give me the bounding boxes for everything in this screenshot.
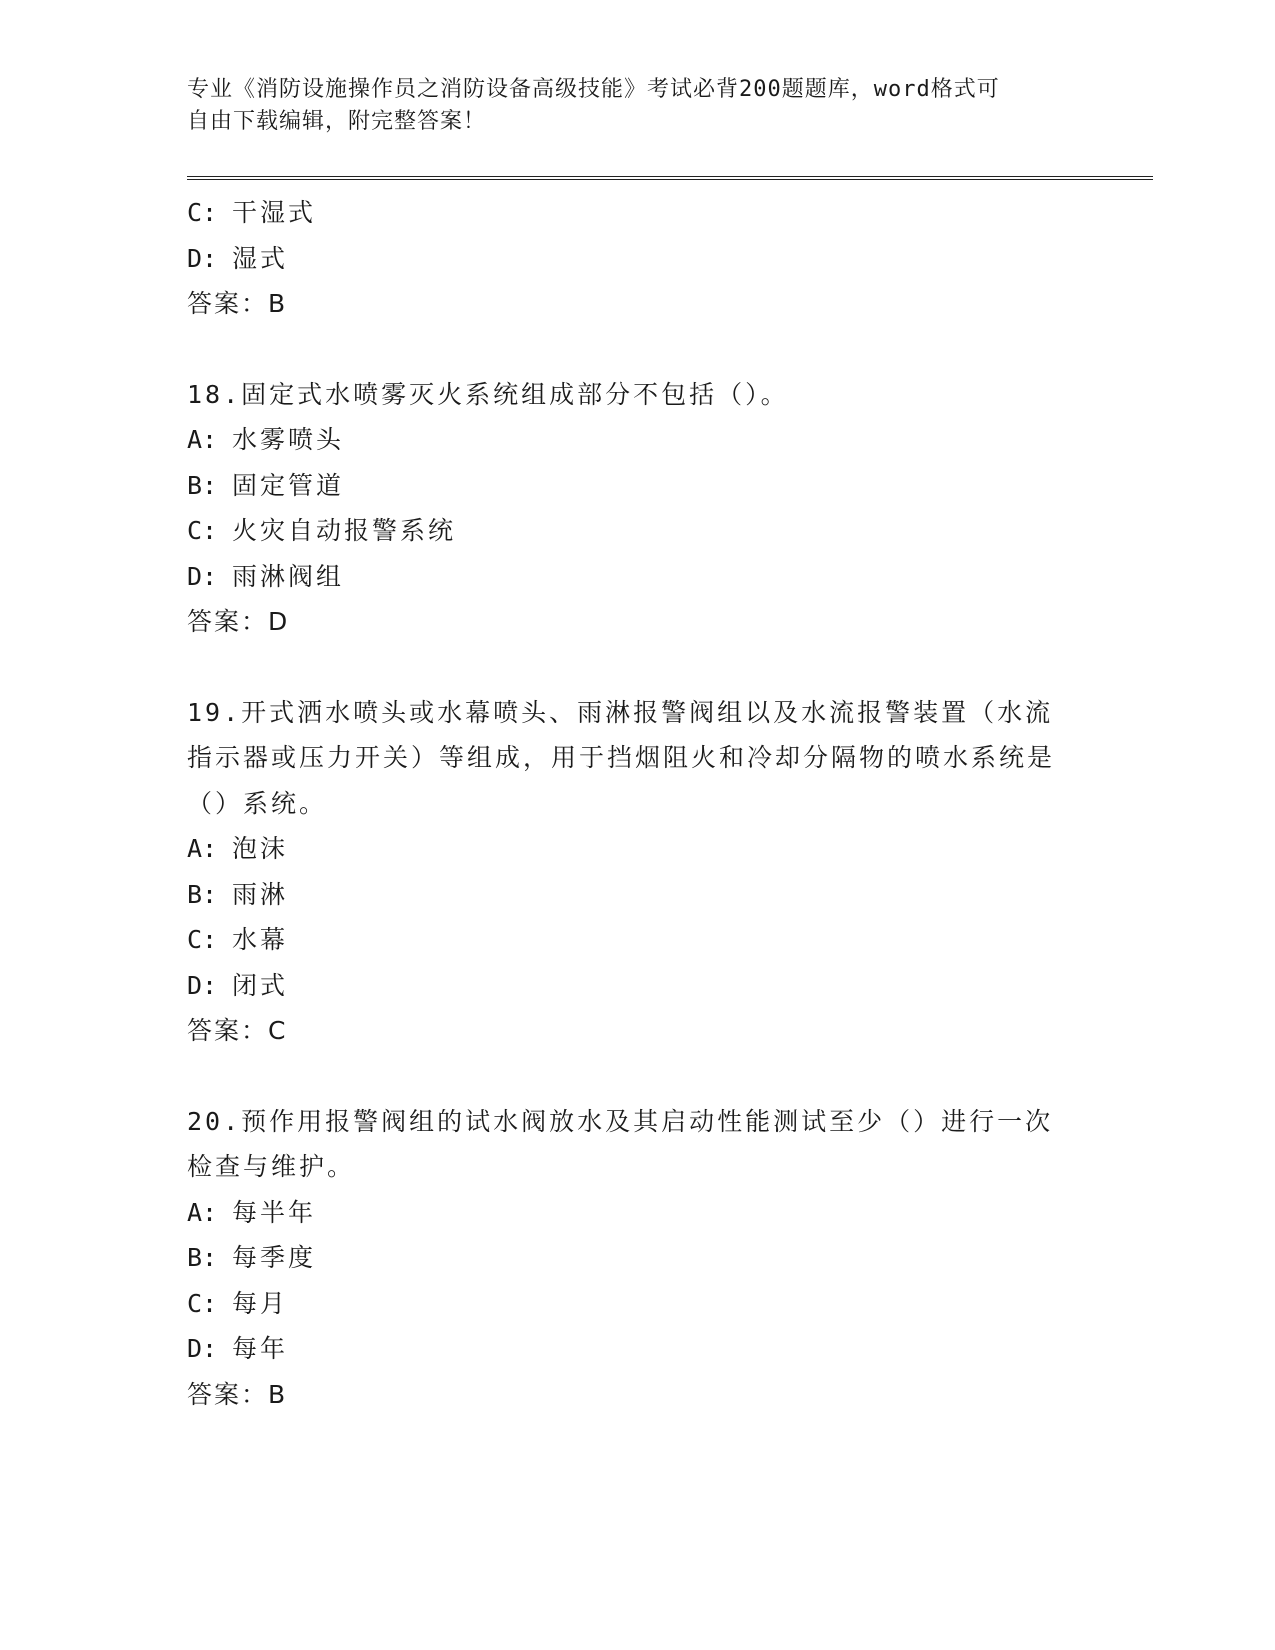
header-title-line-2: 自由下载编辑，附完整答案！ (187, 109, 487, 134)
answer-line: 答案：B (187, 1379, 288, 1409)
option-text: 雨淋 (232, 879, 289, 909)
option-letter: A: (187, 425, 218, 454)
document-header (187, 74, 1067, 138)
question-content (187, 190, 1067, 1417)
option-item (187, 190, 1067, 236)
option-text: 闭式 (232, 970, 289, 1000)
option-item (187, 826, 1067, 872)
option-text: 水雾喷头 (232, 425, 345, 454)
option-text: 固定管道 (232, 470, 345, 500)
option-letter: D: (187, 243, 218, 273)
header-title-line-1: 专业《消防设施操作员之消防设备高级技能》考试必背200题题库，word格式可 (187, 77, 1000, 102)
option-text: 每月 (232, 1288, 289, 1318)
option-text: 每年 (232, 1334, 289, 1363)
option-text: 水幕 (232, 925, 289, 954)
option-item (187, 917, 1067, 963)
answer-line: 答案：B (187, 289, 288, 318)
option-letter: B: (187, 1243, 218, 1272)
option-text: 泡沫 (232, 834, 289, 863)
option-text: 火灾自动报警系统 (232, 516, 457, 545)
question-stem: 19.开式洒水喷头或水幕喷头、雨淋报警阀组以及水流报警装置（水流指示器或压力开关）等组成，用于挡烟阻火和冷却分隔物的喷水系统是（）系统。 (187, 697, 1056, 818)
answer-line: 答案：C (187, 1016, 288, 1045)
option-item (187, 963, 1067, 1009)
option-letter: B: (187, 879, 218, 909)
option-letter: A: (187, 834, 218, 863)
header-divider (187, 176, 1153, 180)
option-letter: C: (187, 516, 218, 545)
option-item (187, 554, 1067, 600)
question-block (187, 690, 1067, 1054)
option-letter: D: (187, 1334, 218, 1363)
question-block (187, 372, 1067, 645)
option-item (187, 872, 1067, 918)
option-item (187, 463, 1067, 509)
option-letter: A: (187, 1197, 218, 1227)
previous-question-tail (187, 190, 1067, 327)
option-text: 雨淋阀组 (232, 561, 345, 591)
option-item (187, 1326, 1067, 1372)
option-letter: C: (187, 1288, 218, 1318)
option-item (187, 508, 1067, 554)
question-stem: 20.预作用报警阀组的试水阀放水及其启动性能测试至少（）进行一次检查与维护。 (187, 1106, 1054, 1181)
option-item (187, 1281, 1067, 1327)
option-item (187, 1190, 1067, 1236)
option-item (187, 236, 1067, 282)
option-letter: D: (187, 561, 218, 591)
option-letter: D: (187, 970, 218, 1000)
option-letter: B: (187, 470, 218, 500)
option-item (187, 1235, 1067, 1281)
option-letter: C: (187, 198, 218, 227)
option-text: 每半年 (232, 1197, 317, 1227)
answer-line: 答案：D (187, 607, 290, 636)
option-text: 干湿式 (232, 198, 317, 227)
question-stem: 18.固定式水喷雾灭火系统组成部分不包括（）。 (187, 379, 789, 409)
option-text: 每季度 (232, 1243, 317, 1272)
option-letter: C: (187, 925, 218, 954)
option-item (187, 417, 1067, 463)
question-block (187, 1099, 1067, 1418)
option-text: 湿式 (232, 243, 289, 273)
